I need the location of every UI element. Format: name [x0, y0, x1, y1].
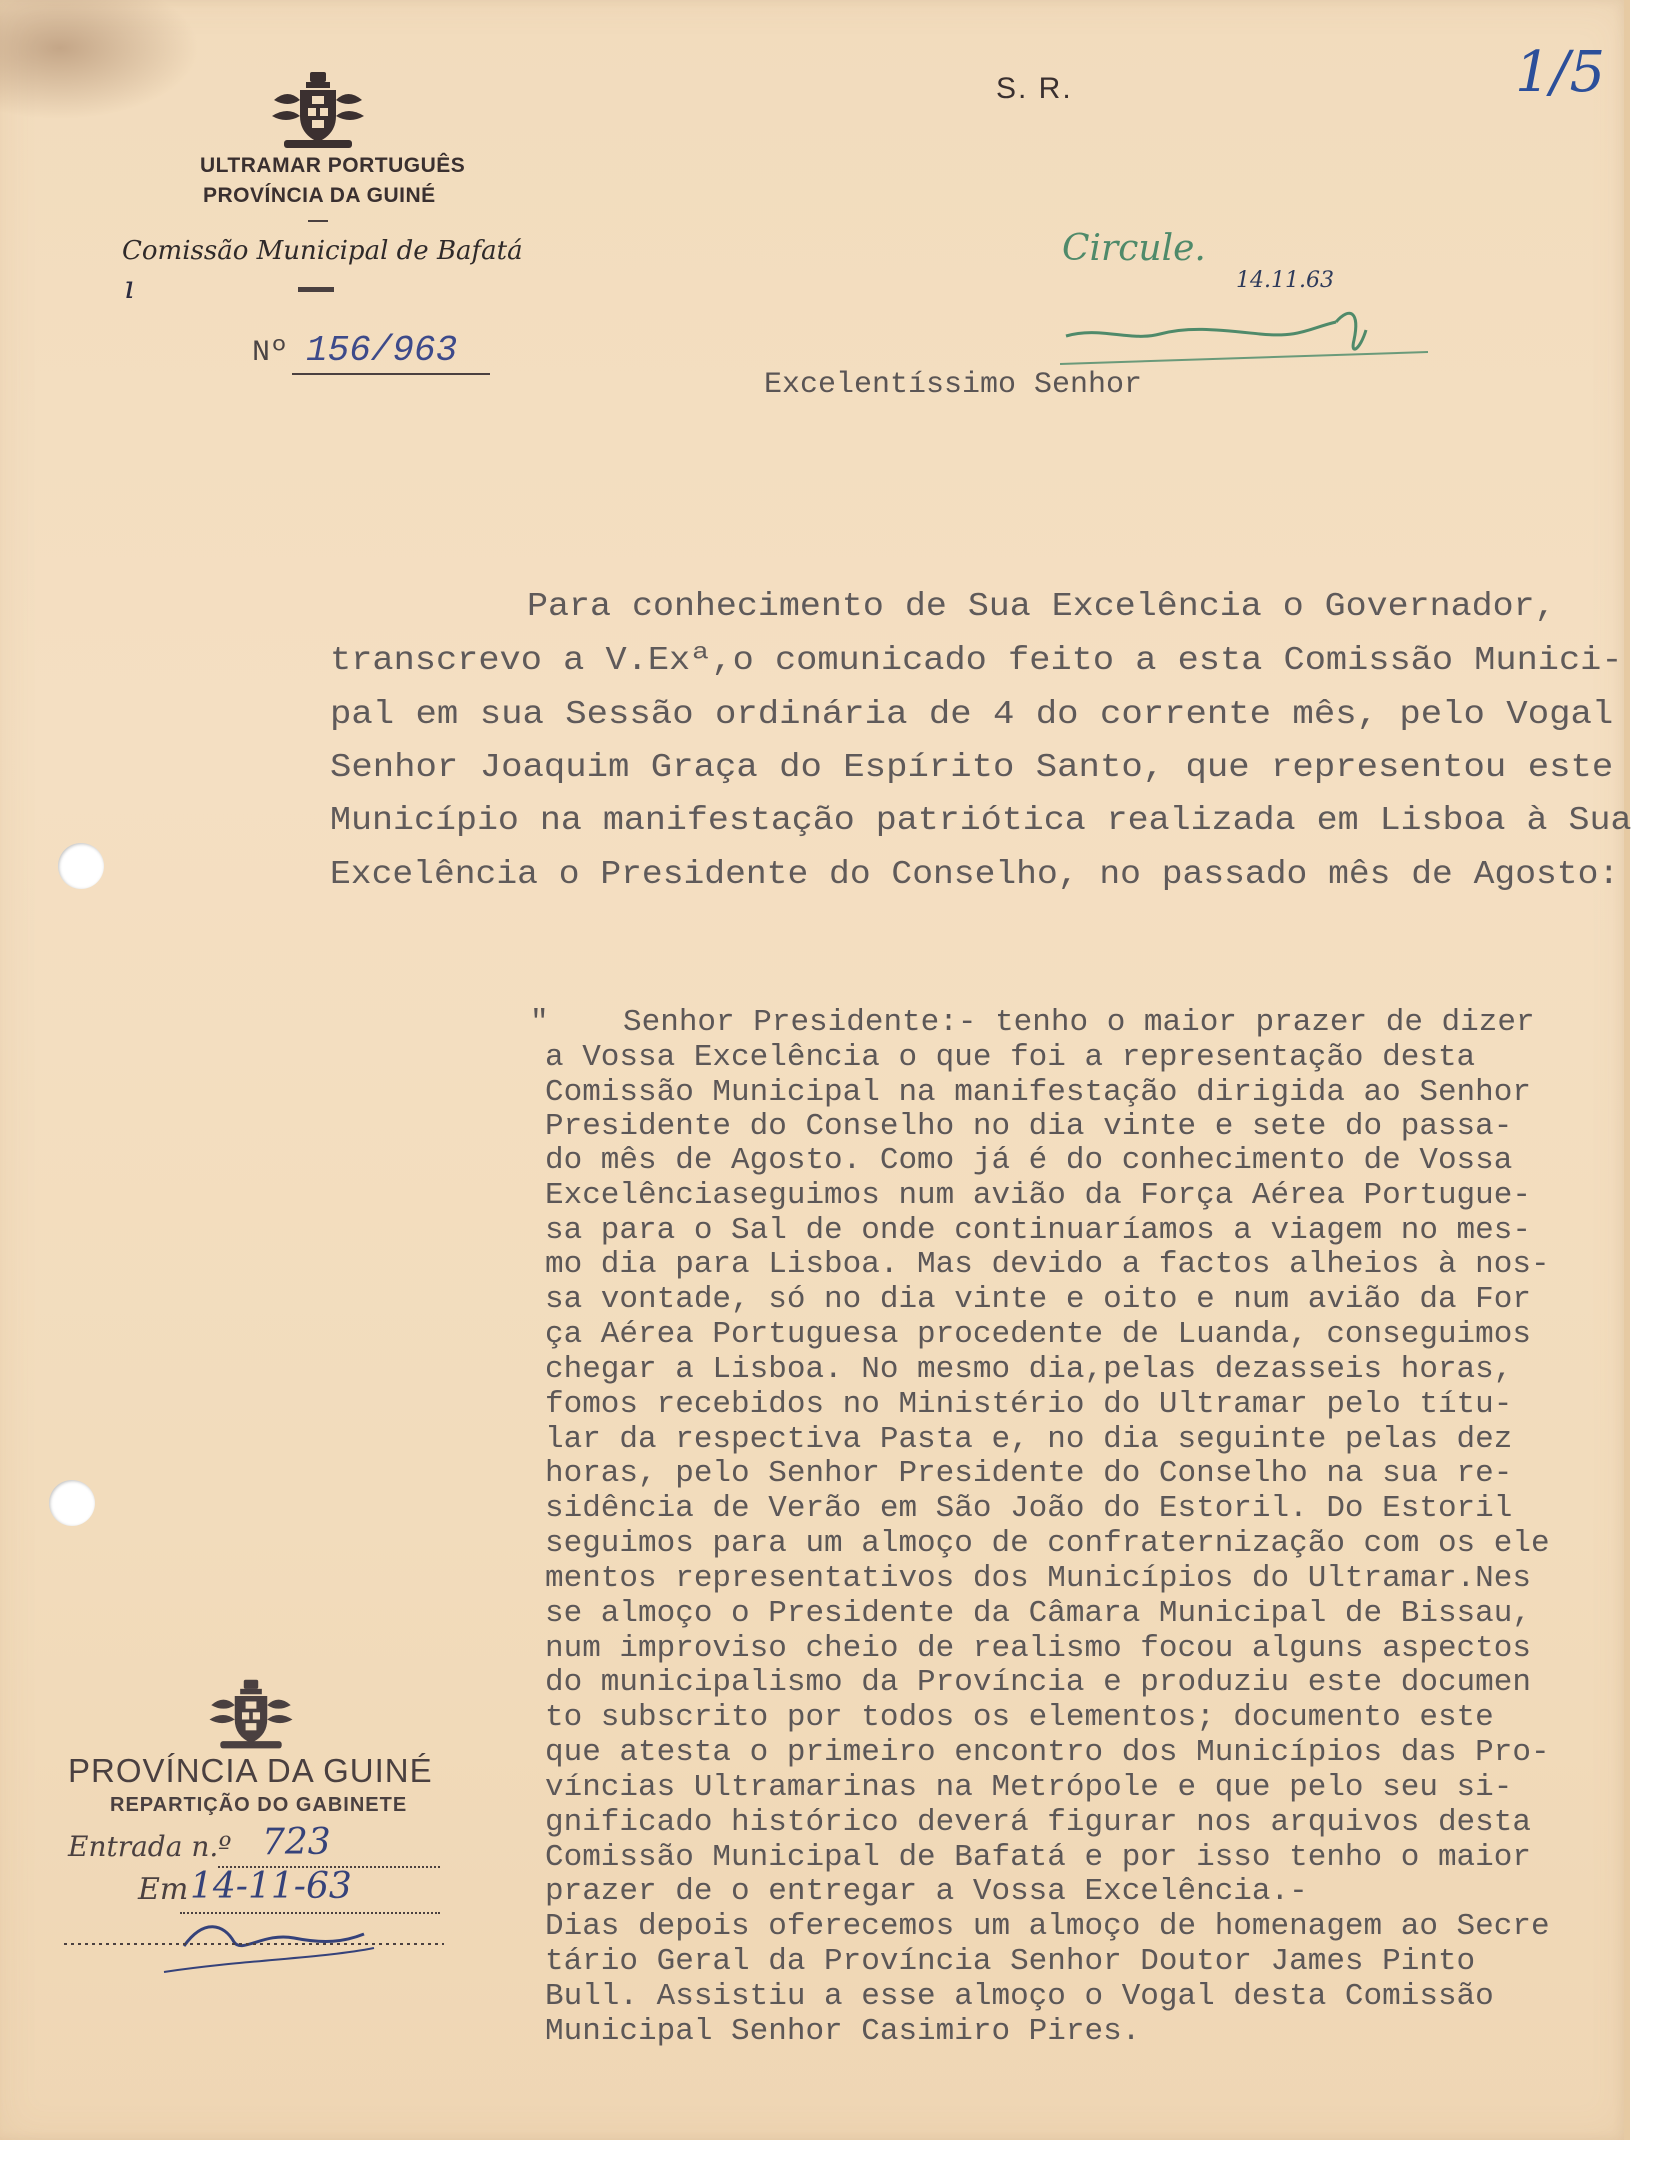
quote-line: sa para o Sal de onde continuaríamos a viagem no mes- [545, 1213, 1531, 1248]
body-line: Excelência o Presidente do Conselho, no passado mês de Agosto: [330, 856, 1620, 893]
quote-line: Dias depois oferecemos um almoço de homenagem ao Secre [545, 1909, 1550, 1944]
punch-hole-top [58, 843, 104, 889]
header-provincia: PROVÍNCIA DA GUINÉ [203, 184, 436, 207]
quote-line: que atesta o primeiro encontro dos Municípios das Pro- [545, 1735, 1550, 1770]
stamp-title: PROVÍNCIA DA GUINÉ [68, 1752, 433, 1789]
body-line: Para conhecimento de Sua Excelência o Governador, [527, 588, 1556, 625]
stamp-entrada-value: 723 [262, 1822, 331, 1863]
green-note-circule: Circule. [1062, 228, 1206, 269]
page-fraction-annotation: 1/5 [1515, 40, 1606, 105]
quote-line: ça Aérea Portuguesa procedente de Luanda, conseguimos [545, 1317, 1531, 1352]
stamp-em-value: 14-11-63 [190, 1866, 352, 1907]
header-commission: Comissão Municipal de Bafatá [122, 236, 523, 266]
body-line: pal em sua Sessão ordinária de 4 do corrente mês, pelo Vogal [330, 696, 1614, 733]
quote-line: do municipalismo da Província e produziu este documen [545, 1665, 1531, 1700]
stamp-coat-of-arms-icon [205, 1678, 297, 1752]
quote-line: horas, pelo Senhor Presidente do Conselho na sua re- [545, 1456, 1513, 1491]
stamp-entrada-label: Entrada n.º [68, 1830, 232, 1863]
quote-line: a Vossa Excelência o que foi a representação desta [545, 1040, 1476, 1075]
header-ultramar: ULTRAMAR PORTUGUÊS [200, 154, 466, 177]
stamp-em-label: Em [138, 1872, 189, 1907]
quote-line: " Senhor Presidente:- tenho o maior prazer de dizer [530, 1005, 1535, 1040]
quote-line: prazer de o entregar a Vossa Excelência.- [545, 1874, 1308, 1909]
body-line: Município na manifestação patriótica realizada em Lisboa à Sua [330, 802, 1632, 839]
quote-line: Municipal Senhor Casimiro Pires. [545, 2014, 1141, 2049]
quote-line: víncias Ultramarinas na Metrópole e que pelo seu si- [545, 1770, 1513, 1805]
quote-line: gnificado histórico deverá figurar nos arquivos desta [545, 1805, 1531, 1840]
body-line: transcrevo a V.Exª,o comunicado feito a esta Comissão Munici- [330, 642, 1623, 679]
quote-line: Bull. Assistiu a esse almoço o Vogal desta Comissão [545, 1979, 1494, 2014]
quote-line: tário Geral da Província Senhor Doutor James Pinto [545, 1944, 1476, 1979]
quote-line: seguimos para um almoço de confraternização com os ele [545, 1526, 1550, 1561]
quote-line: chegar a Lisboa. No mesmo dia,pelas dezasseis horas, [545, 1352, 1513, 1387]
green-note-date: 14.11.63 [1236, 268, 1334, 293]
quote-line: do mês de Agosto. Como já é do conhecimento de Vossa [545, 1143, 1513, 1178]
salutation: Excelentíssimo Senhor [764, 368, 1143, 402]
ink-mark: ı [124, 268, 135, 306]
quote-line: fomos recebidos no Ministério do Ultramar pelo títu- [545, 1387, 1513, 1422]
quote-line: sidência de Verão em São João do Estoril. Do Estoril [545, 1491, 1513, 1526]
header-bar [298, 287, 334, 292]
quote-line: lar da respectiva Pasta e, no dia seguinte pelas dez [545, 1422, 1513, 1457]
green-signature-icon [1060, 300, 1430, 370]
body-line: Senhor Joaquim Graça do Espírito Santo, que representou este [330, 749, 1614, 786]
number-value: 156/963 [306, 330, 458, 371]
quote-line: Presidente do Conselho no dia vinte e sete do passa- [545, 1109, 1513, 1144]
paper-edge [1624, 0, 1630, 2140]
coat-of-arms-icon [270, 70, 366, 152]
quote-line: mo dia para Lisboa. Mas devido a factos alheios à nos- [545, 1247, 1550, 1282]
quote-line: sa vontade, só no dia vinte e oito e num avião da For [545, 1282, 1531, 1317]
stamp-signature-icon [64, 1912, 444, 1982]
quote-line: se almoço o Presidente da Câmara Municipal de Bissau, [545, 1596, 1531, 1631]
paper-stain [0, 0, 200, 120]
quote-line: Comissão Municipal de Bafatá e por isso tenho o maior [545, 1840, 1531, 1875]
number-underline [292, 373, 490, 375]
sr-mark: S. R. [996, 72, 1073, 105]
header-dash [308, 220, 328, 222]
punch-hole-bottom [49, 1480, 95, 1526]
quote-line: Comissão Municipal na manifestação dirigida ao Senhor [545, 1075, 1531, 1110]
quote-line: mentos representativos dos Municípios do Ultramar.Nes [545, 1561, 1531, 1596]
quote-line: num improviso cheio de realismo focou alguns aspectos [545, 1631, 1531, 1666]
number-label: Nº [252, 336, 289, 370]
quote-line: Excelênciaseguimos num avião da Força Aérea Portugue- [545, 1178, 1531, 1213]
quote-line: to subscrito por todos os elementos; documento este [545, 1700, 1494, 1735]
stamp-subtitle: REPARTIÇÃO DO GABINETE [110, 1794, 408, 1816]
